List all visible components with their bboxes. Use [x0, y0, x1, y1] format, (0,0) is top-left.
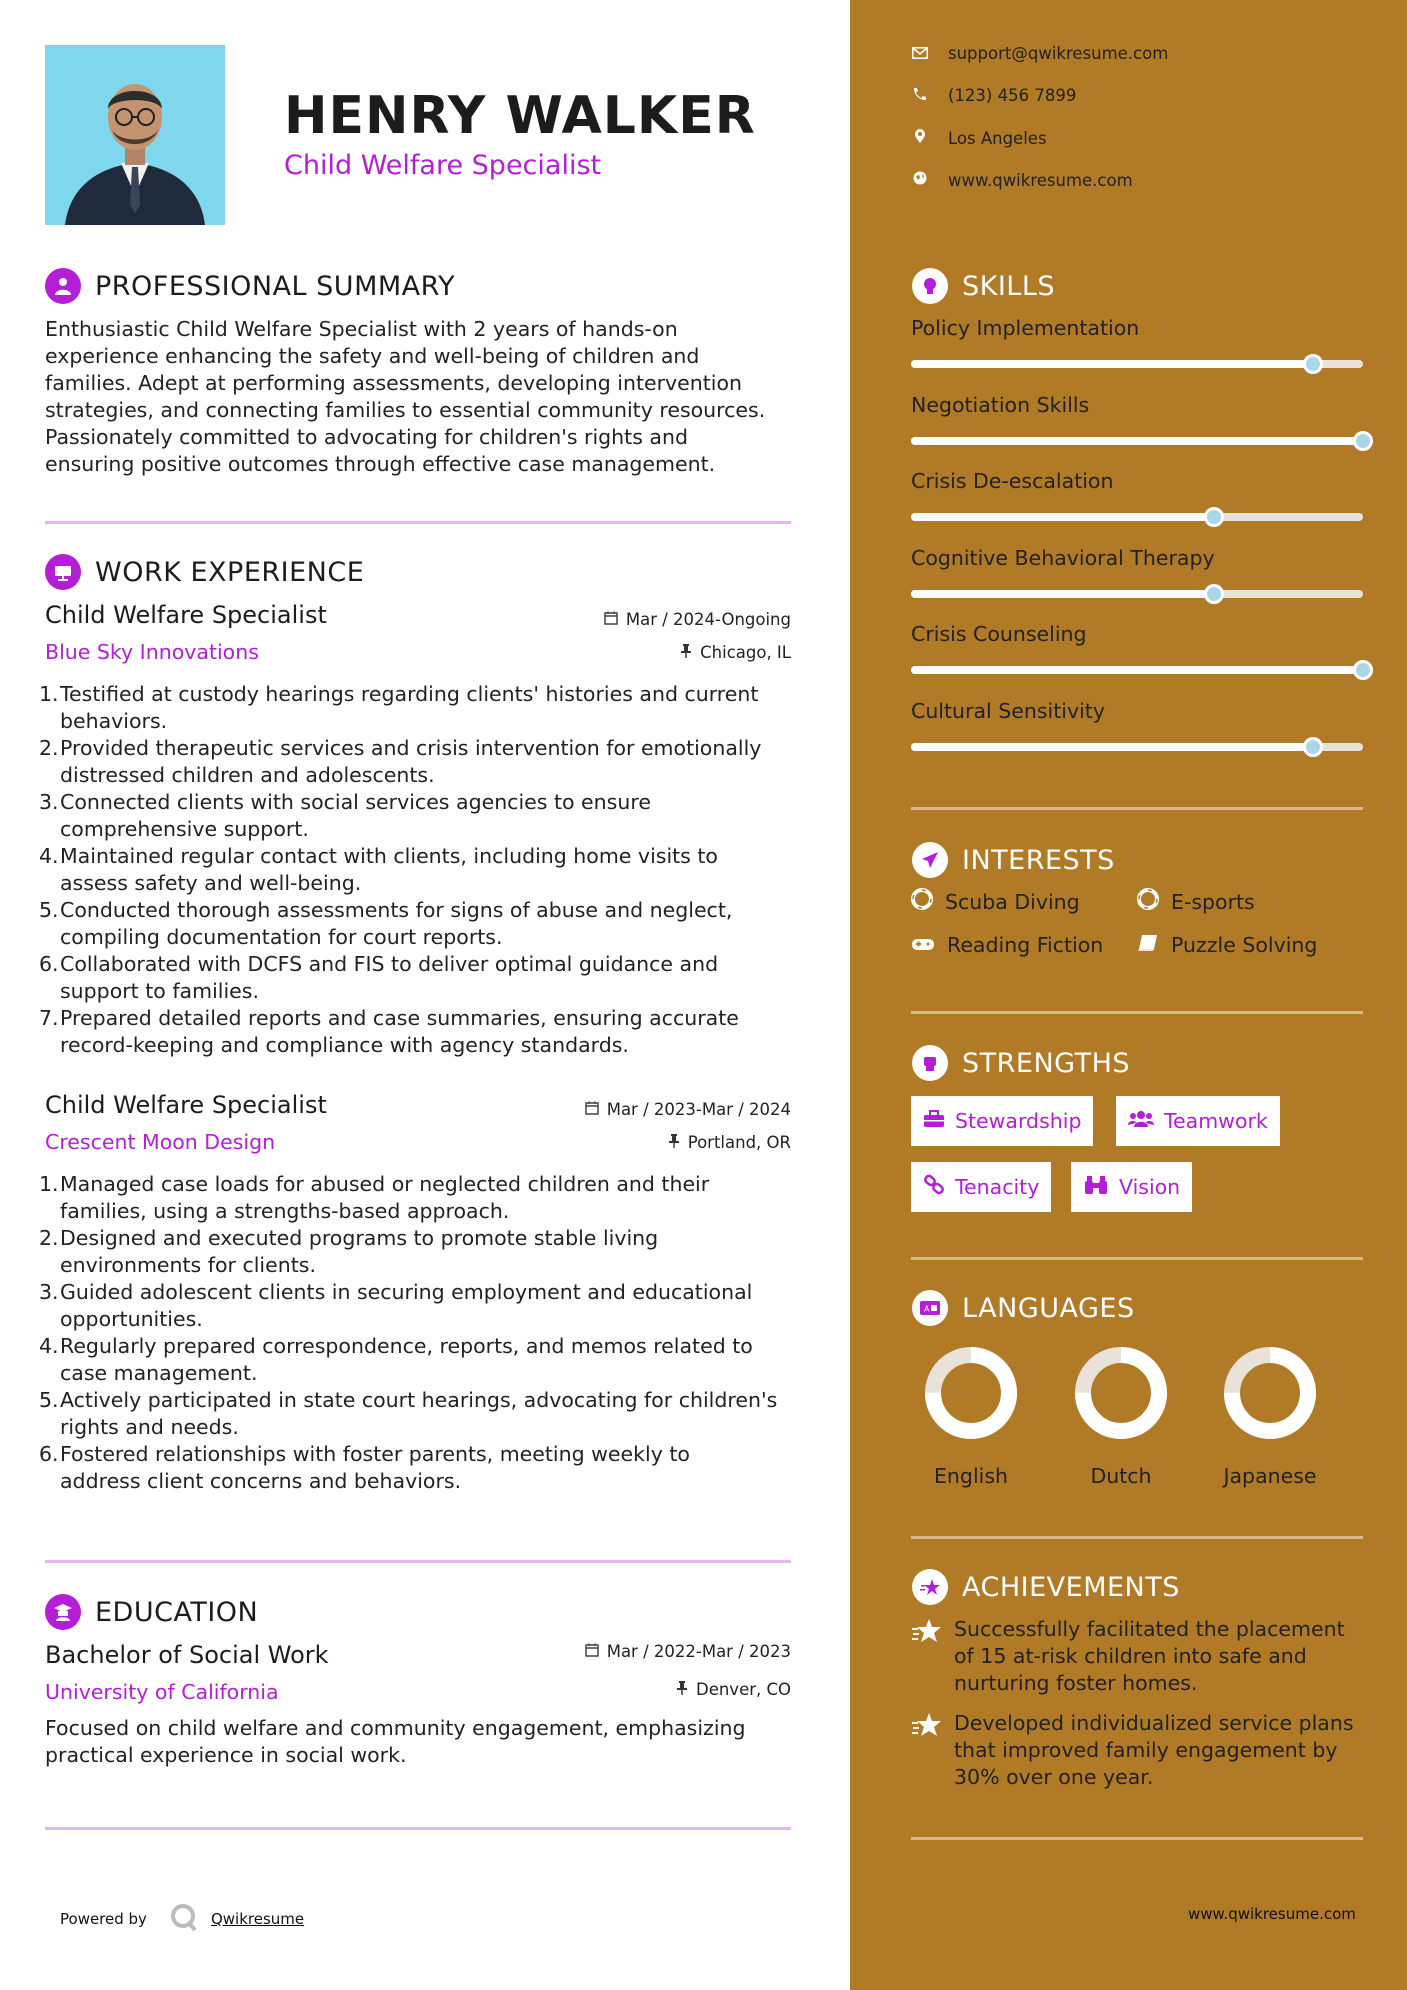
list-item: 4. Maintained regular contact with clients, including home visits to assess safety and well-being.	[39, 844, 718, 895]
skill-level-fill	[911, 360, 1313, 368]
pin-icon	[676, 1680, 688, 1699]
language-ring	[1220, 1343, 1320, 1443]
calendar-icon	[585, 1642, 599, 1661]
language-item	[916, 1343, 1026, 1488]
contact-phone[interactable]	[912, 86, 1076, 105]
globe-icon	[912, 170, 928, 190]
list-item: 6. Collaborated with DCFS and FIS to deliver optimal guidance and support to families.	[39, 952, 719, 1003]
achievements-title: ACHIEVEMENTS	[962, 1571, 1180, 1603]
link-icon	[923, 1174, 945, 1201]
achievement-text: Successfully facilitated the placement of 15 at-risk children into safe and nurturing foster homes.	[954, 1617, 1345, 1695]
powered-by-label: Powered by	[60, 1910, 147, 1928]
job-date-text: Mar / 2024-Ongoing	[625, 610, 791, 629]
job-duties	[39, 1171, 795, 1495]
languages-title: LANGUAGES	[962, 1292, 1135, 1324]
contact-email[interactable]	[912, 44, 1168, 63]
strength-chip	[1071, 1162, 1192, 1212]
contact-website-text: www.qwikresume.com	[948, 170, 1133, 190]
education-description	[45, 1715, 795, 1769]
contact-email-text: support@qwikresume.com	[948, 44, 1169, 63]
job-company: Crescent Moon Design	[45, 1130, 276, 1154]
job-location	[668, 1133, 791, 1152]
list-item: 5. Conducted thorough assessments for signs of abuse and neglect, compiling documentation for court reports.	[39, 898, 733, 949]
life-ring-icon	[911, 888, 933, 915]
user-icon	[45, 268, 81, 304]
users-icon	[1128, 1109, 1154, 1133]
star-icon	[912, 1569, 948, 1605]
section-divider	[911, 1837, 1363, 1840]
toolbox-icon	[923, 1109, 945, 1133]
skills-heading	[912, 268, 1055, 304]
section-divider	[911, 807, 1363, 810]
interest-label: Puzzle Solving	[1171, 933, 1318, 957]
translate-icon	[912, 1290, 948, 1326]
contact-website[interactable]	[912, 170, 1133, 190]
summary-heading	[45, 268, 455, 304]
paper-plane-icon	[912, 842, 948, 878]
list-item: 2. Designed and executed programs to promote stable living environments for clients.	[39, 1226, 659, 1277]
qwikresume-logo-icon	[169, 1902, 199, 1936]
location-marker-icon	[912, 128, 928, 148]
skill-label: Cultural Sensitivity	[911, 698, 1105, 723]
skill-label: Negotiation Skills	[911, 392, 1090, 417]
skill-level-bar	[911, 513, 1363, 521]
summary-line: Enthusiastic Child Welfare Specialist with 2 years of hands-on	[45, 317, 678, 341]
summary-line: strategies, and connecting families to essential community resources.	[45, 398, 766, 422]
summary-line: families. Adept at performing assessments, developing intervention	[45, 371, 743, 395]
education-date	[585, 1642, 791, 1661]
strengths-heading	[912, 1045, 1130, 1081]
language-ring	[1071, 1343, 1171, 1443]
fist-icon	[912, 1045, 948, 1081]
section-divider	[911, 1257, 1363, 1260]
book-icon	[1137, 933, 1159, 957]
lightbulb-icon	[912, 268, 948, 304]
summary-line: experience enhancing the safety and well-being of children and	[45, 344, 700, 368]
skill-level-fill	[911, 743, 1313, 751]
skill-level-knob	[1303, 737, 1323, 757]
interest-item	[1137, 933, 1317, 957]
skill-label: Crisis De-escalation	[911, 469, 1114, 493]
skill-level-bar	[911, 590, 1363, 598]
education-line: practical experience in social work.	[45, 1743, 407, 1767]
section-divider	[911, 1011, 1363, 1014]
list-item: 2. Provided therapeutic services and crisis intervention for emotionally distressed children and adolescents.	[39, 736, 762, 787]
achievement-item	[912, 1710, 1354, 1791]
languages-heading	[912, 1290, 1135, 1326]
language-ring	[921, 1343, 1021, 1443]
interests-heading	[912, 842, 1115, 878]
strength-chip	[911, 1162, 1051, 1212]
graduate-icon	[45, 1594, 81, 1630]
candidate-role: Child Welfare Specialist	[284, 150, 602, 181]
skill-level-bar	[911, 743, 1363, 751]
section-divider	[45, 1827, 791, 1830]
skill-level-fill	[911, 513, 1214, 521]
skill-label: Policy Implementation	[911, 316, 1140, 340]
interest-label: Scuba Diving	[945, 889, 1080, 914]
skill-level-fill	[911, 666, 1363, 674]
strength-label: Vision	[1119, 1175, 1181, 1199]
summary-line: Passionately committed to advocating for children's rights and	[45, 425, 688, 449]
skill-level-knob	[1353, 431, 1373, 451]
achievements-heading	[912, 1569, 1180, 1605]
language-label: Dutch	[1090, 1464, 1152, 1488]
envelope-icon	[912, 44, 928, 63]
list-item: 1. Managed case loads for abused or neglected children and their families, using a strengths-based approach.	[39, 1172, 710, 1223]
language-label: English	[933, 1464, 1009, 1488]
section-divider	[911, 1536, 1363, 1539]
education-location	[676, 1680, 791, 1699]
summary-text	[45, 316, 795, 478]
strength-chip	[1116, 1096, 1280, 1146]
interest-item	[1137, 888, 1255, 915]
achievement-text: Developed individualized service plans that improved family engagement by 30% over one year.	[954, 1711, 1354, 1789]
skill-level-knob	[1204, 507, 1224, 527]
phone-icon	[912, 86, 928, 105]
gamepad-icon	[911, 933, 935, 957]
education-heading	[45, 1594, 258, 1630]
svg-text:A: A	[924, 1304, 930, 1314]
briefcase-icon	[45, 554, 81, 590]
list-item: 7. Prepared detailed reports and case summaries, ensuring accurate record-keeping and compliance with agency standards.	[39, 1006, 739, 1057]
education-line: Focused on child welfare and community engagement, emphasizing	[45, 1716, 746, 1740]
section-divider	[45, 521, 791, 524]
job-duties	[39, 681, 795, 1059]
education-title: EDUCATION	[95, 1596, 259, 1628]
work-heading	[45, 554, 364, 590]
job-location	[680, 643, 791, 662]
footer-website[interactable]: www.qwikresume.com	[1188, 1905, 1356, 1923]
summary-line: ensuring positive outcomes through effective case management.	[45, 452, 716, 476]
list-item: 3. Connected clients with social services agencies to ensure comprehensive support.	[39, 790, 651, 841]
strength-label: Tenacity	[955, 1175, 1040, 1199]
summary-title: PROFESSIONAL SUMMARY	[95, 270, 456, 302]
life-ring-icon	[1137, 888, 1159, 915]
strength-chip	[911, 1096, 1093, 1146]
job-date	[604, 610, 791, 629]
list-item: 5. Actively participated in state court hearings, advocating for children's rights and needs.	[39, 1388, 778, 1439]
job-location-text: Portland, OR	[687, 1133, 791, 1152]
calendar-icon	[604, 610, 618, 629]
language-label: Japanese	[1223, 1464, 1317, 1488]
job-location-text: Chicago, IL	[700, 643, 791, 662]
contact-phone-text: (123) 456 7899	[948, 86, 1077, 105]
list-item: 6. Fostered relationships with foster parents, meeting weekly to address client concerns and behaviors.	[39, 1442, 690, 1493]
skills-title: SKILLS	[962, 270, 1056, 302]
calendar-icon	[585, 1100, 599, 1119]
profile-photo	[45, 45, 225, 225]
star-icon	[912, 1712, 942, 1791]
skill-level-bar	[911, 360, 1363, 368]
achievement-item	[912, 1616, 1345, 1697]
skill-label: Crisis Counseling	[911, 622, 1087, 646]
job-date-text: Mar / 2023-Mar / 2024	[606, 1100, 791, 1119]
star-icon	[912, 1618, 942, 1697]
contact-location-text: Los Angeles	[948, 128, 1047, 148]
person-portrait-icon	[45, 45, 225, 225]
skill-level-knob	[1204, 584, 1224, 604]
contact-location	[912, 128, 1047, 148]
candidate-name: HENRY WALKER	[284, 86, 756, 146]
skill-level-fill	[911, 437, 1363, 445]
pin-icon	[680, 643, 692, 662]
interest-label: Reading Fiction	[947, 933, 1104, 957]
skill-level-bar	[911, 666, 1363, 674]
language-item	[1066, 1343, 1176, 1488]
footer-powered-by	[60, 1902, 304, 1936]
skill-label: Cognitive Behavioral Therapy	[911, 545, 1215, 570]
language-item	[1215, 1343, 1325, 1488]
work-title: WORK EXPERIENCE	[95, 556, 365, 588]
job-title: Child Welfare Specialist	[45, 601, 327, 629]
interest-item	[911, 888, 1080, 915]
degree-title: Bachelor of Social Work	[45, 1641, 329, 1669]
strength-label: Stewardship	[955, 1109, 1082, 1133]
list-item: 1. Testified at custody hearings regarding clients' histories and current behaviors.	[39, 682, 759, 733]
skill-level-fill	[911, 590, 1214, 598]
interests-title: INTERESTS	[962, 844, 1115, 876]
qwikresume-link[interactable]: Qwikresume	[210, 1910, 305, 1928]
interest-item	[911, 933, 1103, 957]
job-company: Blue Sky Innovations	[45, 640, 259, 664]
skill-level-bar	[911, 437, 1363, 445]
strengths-title: STRENGTHS	[962, 1047, 1131, 1079]
job-title: Child Welfare Specialist	[45, 1091, 327, 1119]
list-item: 4. Regularly prepared correspondence, reports, and memos related to case management.	[39, 1334, 753, 1385]
list-item: 3. Guided adolescent clients in securing employment and educational opportunities.	[39, 1280, 753, 1331]
education-location-text: Denver, CO	[695, 1680, 791, 1699]
job-date	[585, 1100, 791, 1119]
skill-level-knob	[1353, 660, 1373, 680]
section-divider	[45, 1560, 791, 1563]
strength-label: Teamwork	[1164, 1109, 1268, 1133]
education-date-text: Mar / 2022-Mar / 2023	[606, 1642, 791, 1661]
pin-icon	[668, 1133, 680, 1152]
school-name: University of California	[45, 1680, 279, 1704]
interest-label: E-sports	[1171, 889, 1255, 914]
binoculars-icon	[1083, 1175, 1109, 1200]
